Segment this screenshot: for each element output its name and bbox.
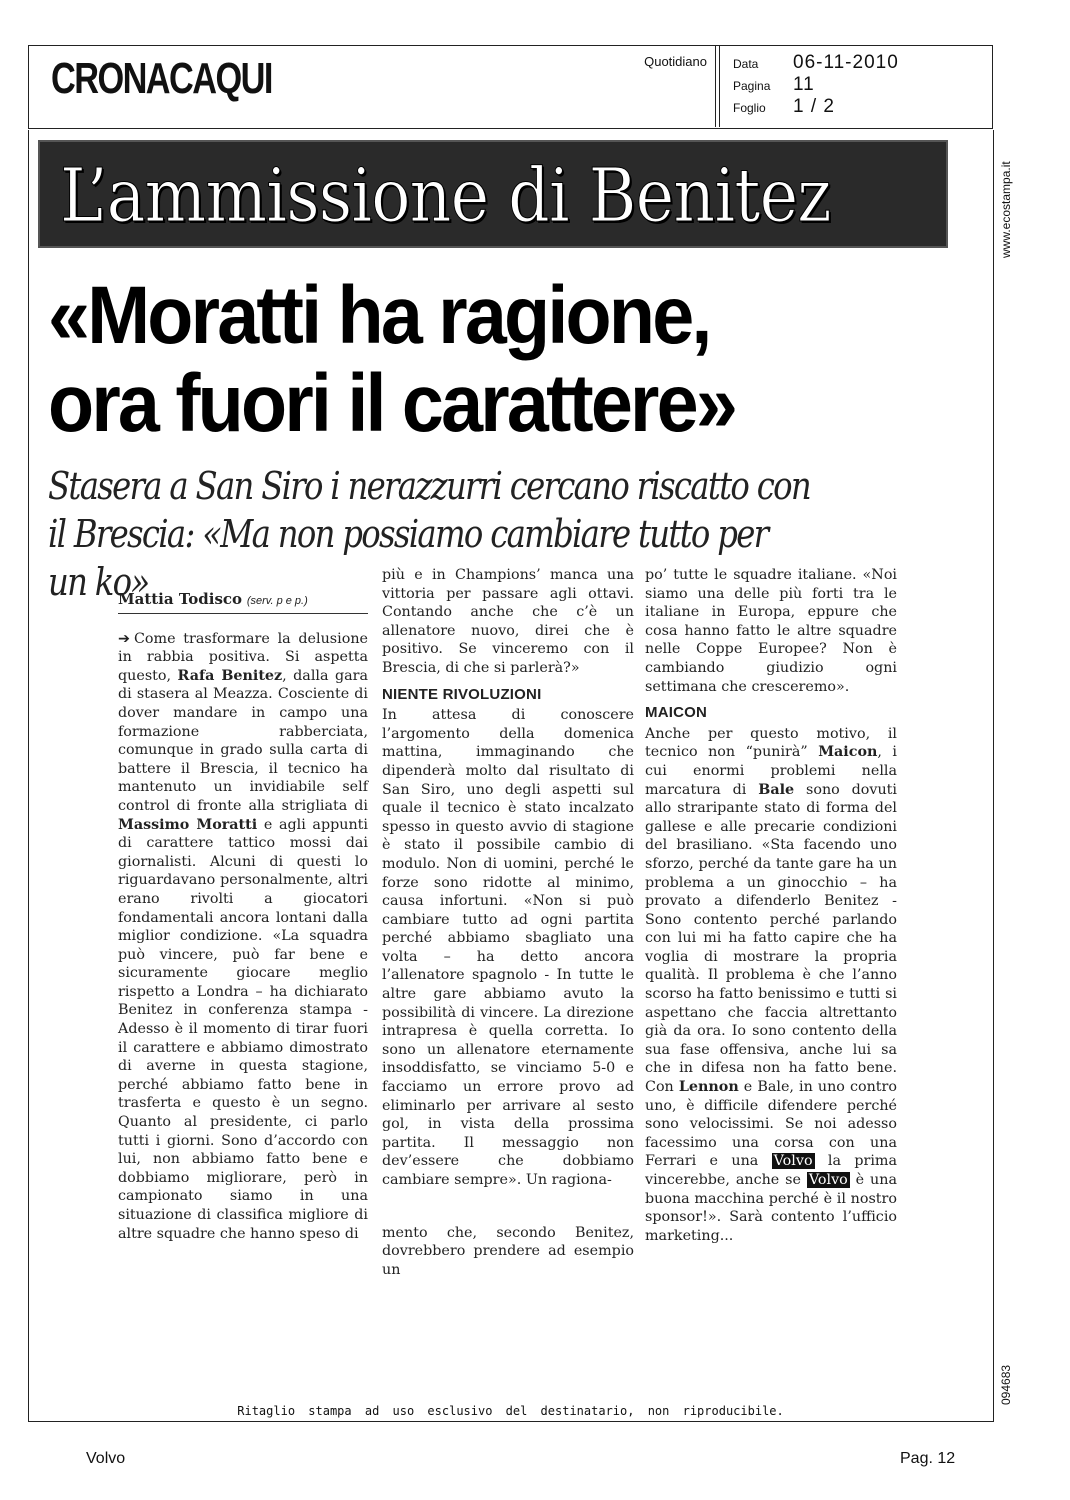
- headline-line-1: «Moratti ha ragione,: [48, 270, 710, 361]
- headline-line-2: ora fuori il carattere»: [48, 358, 736, 449]
- date-label: Data: [733, 57, 759, 71]
- kicker-title: L’ammissione di Benitez: [60, 153, 831, 239]
- subheading-maicon: MAICON: [645, 704, 708, 722]
- page-label: Pagina: [733, 79, 771, 93]
- highlight-volvo-1: Volvo: [773, 1153, 813, 1170]
- page-row: [733, 74, 899, 96]
- footer-left-label: Volvo: [86, 1450, 126, 1467]
- paragraph-2: più e in Champions’ manca una vittoria per passare agli ottavi. Contando anche che c’è un allenatore nuovo, direi che è positivo. Se vinceremo con il Brescia, di che si parlerà?»: [382, 567, 634, 676]
- name-maicon: Maicon: [818, 744, 878, 761]
- sheet-label: Foglio: [733, 101, 766, 115]
- author-note: (serv. p e p.): [246, 595, 308, 607]
- page-value: 11: [793, 74, 815, 95]
- column-3: [645, 566, 897, 1245]
- paragraph-6: Anche per questo motivo, il tecnico non “punirà” Maicon, i cui enormi problemi nella marcatura di Bale sono dovuti allo straripante stato di forma del gallese e alle precarie condizioni del brasiliano. «Sta facendo uno sforzo, perché da tante gare ha un problema a un ginocchio – ha provato a difenderlo Benitez - Sono contento perché parlando con lui mi ha fatto capire che ha voglia di mostrare la propria qualità. Il problema è che l’anno scorso ha fatto benissimo e tutti si aspettano che faccia altrettanto già da ora. Io sono contento della sua fase offensiva, anche lui sa che in difesa non ha fatto bene. Con Lennon e Bale, in uno contro uno, è difficile difendere perché sono velocissimi. Se noi adesso facessimo una corsa con una Ferrari e una Volvo la prima vincerebbe, anche se Volvo è una buona macchina perché è il nostro sponsor!». Sarà contento l’ufficio marketing...: [645, 725, 898, 1244]
- name-bale: Bale: [758, 781, 795, 798]
- byline: [118, 590, 368, 614]
- paragraph-5: po’ tutte le squadre italiane. «Noi siamo una delle più forti tra le italiane in Europa, eppure che cosa hanno fatto le altre squadre nelle Coppe Europee? Non è cambiando giudizio ogni settimana che cresceremo».: [645, 567, 897, 695]
- subheadline: Stasera a San Siro i nerazzurri cercano riscatto con il Brescia: «Ma non possiamo cambiare tutto per un ko»: [48, 464, 810, 604]
- column-1: [118, 590, 368, 1243]
- paragraph-3: In attesa di conoscere l’argomento della domenica mattina, immaginando che dipenderà molto dal risultato di San Siro, uno degli aspetti sul quale il tecnico è stato incalzato spesso in questo avvio di stagione è stato il possibile cambio di modulo. Non di uomini, perché le forze sono ridotte al minimo, causa infortuni. «Non si può cambiare tutto ad ogni partita perché abbiamo sbagliato una volta – ha detto ancora l’allenatore spagnolo - In tutte le altre gare abbiamo avuto la possibilità di vincere. La direzione intrapresa è quella corretta. Io sono un allenatore eternamente insoddisfatto, se vinciamo 5-0 e facciamo un errore provo ad eliminarlo per arrivare al sesto gol, in vista della prossima partita. Il messaggio non dev’essere che dobbiamo cambiare sempre». Un ragiona-: [382, 707, 634, 1188]
- highlight-volvo-2: Volvo: [808, 1172, 848, 1188]
- name-lennon: Lennon: [678, 1079, 739, 1096]
- side-code: 094683: [999, 1364, 1013, 1405]
- publication-type: Quotidiano: [644, 54, 707, 69]
- masthead-area: [29, 46, 715, 127]
- date-value: 06-11-2010: [793, 52, 899, 73]
- side-url: www.ecostampa.it: [999, 161, 1013, 258]
- headline: [48, 272, 876, 448]
- side-strip-line: [993, 130, 994, 1422]
- header-divider: [715, 46, 720, 127]
- paragraph-4: mento che, secondo Benitez, dovrebbero prendere ad esempio un: [382, 1224, 634, 1278]
- sheet-row: [733, 96, 899, 118]
- column-2: [382, 566, 634, 1279]
- date-row: [733, 52, 899, 74]
- masthead-logo: CRONACAQUI: [51, 54, 272, 103]
- paragraph-1: ➔ Come trasformare la delusione in rabbia positiva. Si aspetta questo, Rafa Benitez, dalla gara di stasera al Meazza. Cosciente di dover mandare in campo una formazione rabberciata, comunque in grado sulla carta di battere il Brescia, il tecnico ha mantenuto un invidiabile self control di fronte alla strigliata di Massimo Moratti e agli appunti di carattere tattico mossi dai giornalisti. Alcuni di questi lo riguardavano personalmente, altri erano rivolti a giocatori fondamentali ancora lontani dalla miglior condizione. «La squadra può vincere, può far bene e sicuramente giocare meglio rispetto a Londra – ha dichiarato Benitez in conferenza stampa - Adesso è il momento di tirar fuori il carattere e abbiamo dimostrato di averne in questa stagione, perché abbiamo fatto bene in trasferta e questo è un segno. Quanto al presidente, ci parlo tutti i giorni. Sono d’accordo con lui, non abbiamo fatto bene e dobbiamo migliorare, però in campionato siamo in una situazione di classifica migliore di altre squadre che hanno speso di: [118, 630, 368, 1242]
- name-moratti: Massimo Moratti: [118, 816, 258, 833]
- clipping-header: [28, 45, 993, 129]
- name-benitez: Rafa Benitez: [177, 667, 283, 684]
- subheading-niente-rivoluzioni: NIENTE RIVOLUZIONI: [382, 685, 542, 703]
- footer-page-number: Pag. 12: [900, 1450, 956, 1467]
- arrow-right-icon: ➔: [118, 630, 130, 647]
- clipping-meta: [733, 52, 899, 118]
- kicker-banner: [38, 140, 948, 248]
- sheet-value: 1 / 2: [793, 96, 835, 117]
- author-name: Mattia Todisco: [118, 590, 243, 608]
- disclaimer: Ritaglio stampa ad uso esclusivo del destinatario, non riproducibile.: [237, 1404, 784, 1418]
